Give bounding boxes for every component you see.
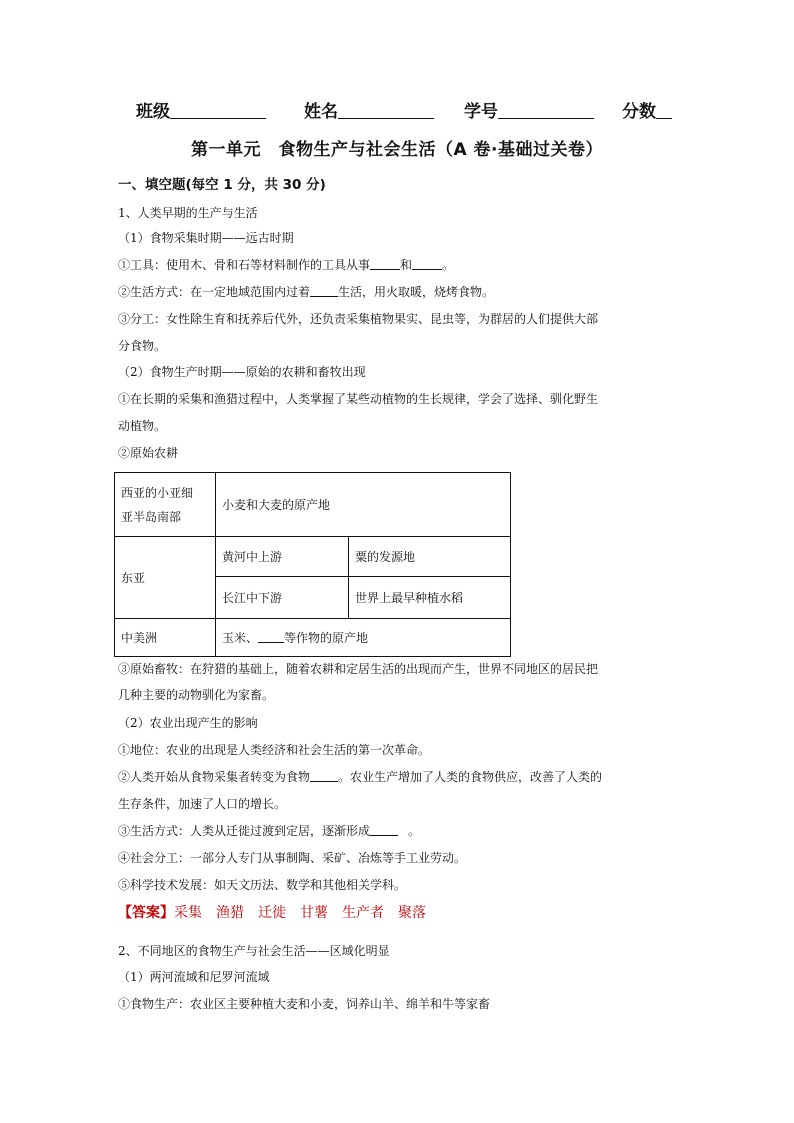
text: 。: [442, 258, 455, 272]
text-line: ③原始畜牧：在狩猎的基础上，随着农耕和定居生活的出现而产生，世界不同地区的居民把: [118, 662, 599, 676]
text-line: [118, 768, 602, 785]
subheading-4: （1）两河流域和尼罗河流域: [118, 970, 270, 984]
cell-text: 玉米、: [222, 631, 259, 645]
farming-origin-table: [114, 472, 511, 657]
fill-blank[interactable]: [258, 630, 284, 643]
name-blank[interactable]: [338, 100, 434, 119]
text-line: ④社会分工：一部分人专门从事制陶、采矿、冶炼等手工业劳动。: [118, 851, 467, 865]
name-label: 姓名: [304, 102, 338, 122]
score-field: [622, 97, 672, 122]
answer-item: 采集: [174, 905, 202, 921]
table-row: [115, 473, 511, 537]
question-1-heading: 1、人类早期的生产与生活: [118, 206, 258, 220]
text: 。: [408, 824, 421, 838]
text-line: [118, 256, 454, 273]
answer-item: 聚落: [398, 905, 426, 921]
cell-text: 西亚的小亚细: [121, 485, 194, 500]
answer-line: [118, 902, 440, 922]
table-cell: 长江中下游: [216, 577, 349, 619]
text-line: ⑤科学技术发展：如天文历法、数学和其他相关学科。: [118, 878, 407, 892]
text-line: 分食物。: [118, 339, 167, 353]
section-heading: 一、填空题(每空 1 分，共 30 分): [118, 177, 326, 193]
score-blank[interactable]: [656, 100, 672, 119]
answer-item: 渔猎: [216, 905, 244, 921]
fill-blank[interactable]: [310, 769, 338, 782]
answer-item: 生产者: [342, 905, 384, 921]
text-line: 生存条件，加速了人口的增长。: [118, 797, 287, 811]
answer-tag: 【答案】: [118, 905, 174, 921]
table-cell: 中美洲: [115, 619, 216, 657]
class-blank[interactable]: [170, 100, 266, 119]
text: ①工具：使用木、骨和石等材料制作的工具从事: [118, 258, 371, 272]
id-field: [464, 97, 594, 122]
id-label: 学号: [464, 102, 498, 122]
class-field: [136, 97, 266, 122]
text: 生活，用火取暖，烧烤食物。: [338, 285, 495, 299]
table-row: [115, 537, 511, 577]
fill-blank[interactable]: [370, 257, 400, 270]
text-line: ②原始农耕: [118, 446, 179, 460]
subheading-3: （2）农业出现产生的影响: [118, 716, 258, 730]
table-cell: [216, 619, 511, 657]
text: ②生活方式：在一定地域范围内过着: [118, 285, 311, 299]
text: ②人类开始从食物采集者转变为食物: [118, 770, 311, 784]
fill-blank[interactable]: [370, 823, 398, 836]
table-cell: 粟的发源地: [349, 537, 511, 577]
table-cell: 黄河中上游: [216, 537, 349, 577]
text-line: ①食物生产：农业区主要种植大麦和小麦，饲养山羊、绵羊和牛等家畜: [118, 997, 491, 1011]
text-line: [118, 283, 494, 300]
subheading-2: （2）食物生产时期——原始的农耕和畜牧出现: [118, 365, 366, 379]
text-line: 动植物。: [118, 419, 167, 433]
cell-text: 亚半岛南部: [121, 509, 182, 524]
text-line: ①在长期的采集和渔猎过程中，人类掌握了某些动植物的生长规律，学会了选择、驯化野生: [118, 392, 599, 406]
text: ③生活方式：人类从迁徙过渡到定居，逐渐形成: [118, 824, 371, 838]
table-cell: 东亚: [115, 537, 216, 619]
text-line: [118, 822, 420, 839]
name-field: [304, 97, 434, 122]
text: 和: [400, 258, 413, 272]
text-line: 几种主要的动物驯化为家畜。: [118, 688, 275, 702]
table-row: [115, 619, 511, 657]
answer-item: 甘薯: [300, 905, 328, 921]
page-title: 第一单元 食物生产与社会生活（A 卷·基础过关卷）: [190, 140, 604, 160]
class-label: 班级: [136, 102, 170, 122]
fill-blank[interactable]: [412, 257, 442, 270]
fill-blank[interactable]: [310, 284, 338, 297]
text-line: ③分工：女性除生育和抚养后代外，还负责采集植物果实、昆虫等，为群居的人们提供大部: [118, 312, 599, 326]
subheading-1: （1）食物采集时期——远古时期: [118, 231, 294, 245]
question-2-heading: 2、不同地区的食物生产与社会生活——区域化明显: [118, 944, 390, 958]
table-cell: [115, 473, 216, 537]
cell-text: 等作物的原产地: [284, 631, 369, 645]
score-label: 分数: [622, 102, 656, 122]
text-line: ①地位：农业的出现是人类经济和社会生活的第一次革命。: [118, 743, 431, 757]
answer-item: 迁徙: [258, 905, 286, 921]
id-blank[interactable]: [498, 100, 594, 119]
text: 。农业生产增加了人类的食物供应，改善了人类的: [338, 770, 603, 784]
table-cell: 世界上最早种植水稻: [349, 577, 511, 619]
table-cell: 小麦和大麦的原产地: [216, 473, 511, 537]
